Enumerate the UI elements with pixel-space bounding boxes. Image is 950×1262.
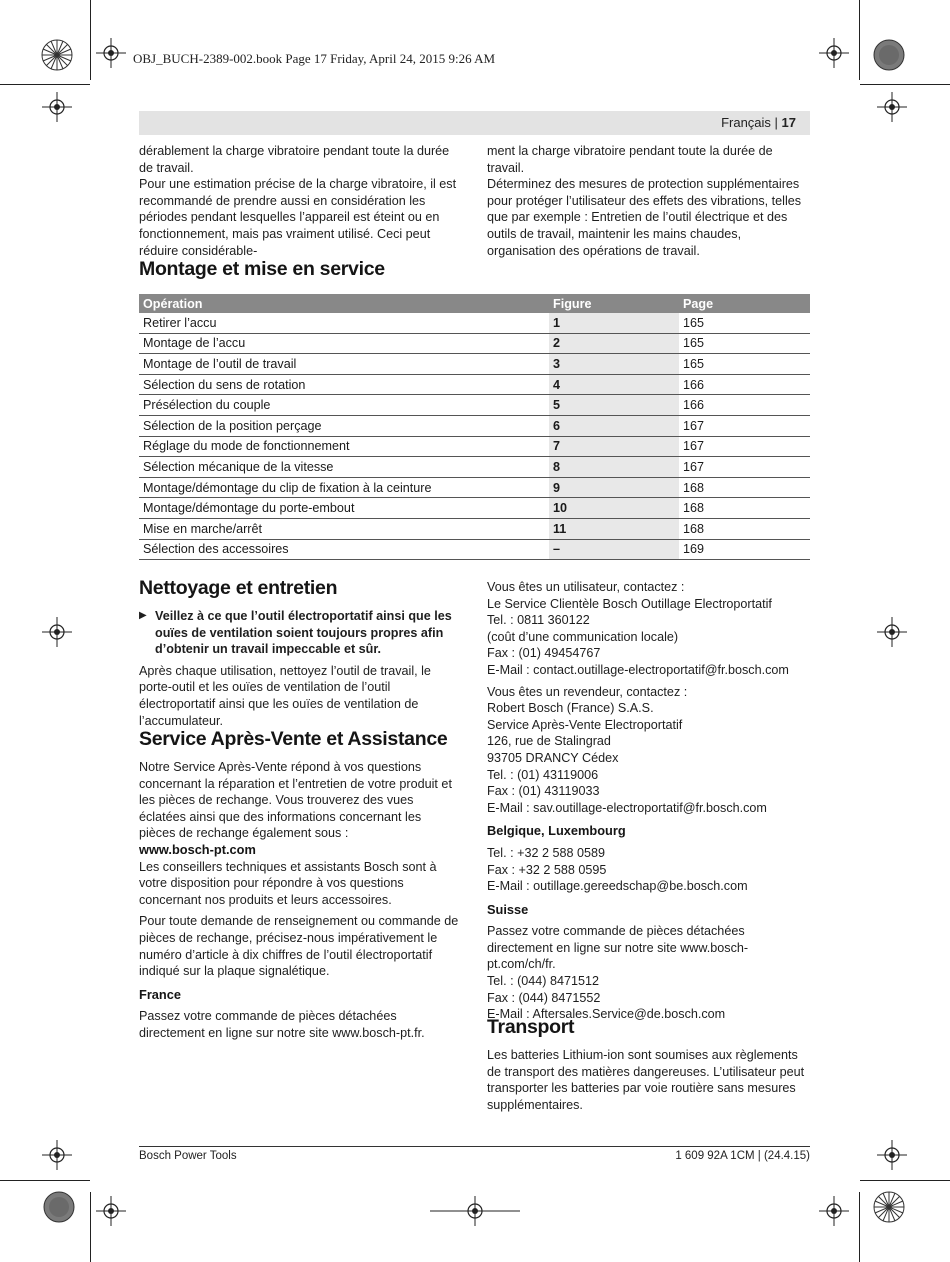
page-cell: 167 xyxy=(679,457,810,478)
contact-line: E-Mail : contact.outillage-electroportatif@fr.bosch.com xyxy=(487,662,789,677)
paragraph: Les conseillers techniques et assistants Bosch sont à votre disposition pour répondre à vos questions concernant nos produits et leurs accessoires. xyxy=(139,859,437,907)
page-number: 17 xyxy=(781,115,796,130)
registration-mark-icon xyxy=(430,1196,520,1226)
registration-mark-icon xyxy=(96,1196,126,1226)
contact-line: Fax : (01) 43119033 xyxy=(487,784,600,799)
figure-cell: 1 xyxy=(549,313,679,333)
operations-table xyxy=(139,294,810,560)
country-heading-france: France xyxy=(139,986,181,1002)
table-row xyxy=(139,477,810,498)
swiss-contact-block xyxy=(487,923,810,1023)
contact-line: Fax : (044) 8471552 xyxy=(487,990,601,1005)
figure-cell: 8 xyxy=(549,457,679,478)
service-section xyxy=(139,759,461,1042)
figure-cell: 9 xyxy=(549,477,679,498)
paragraph: Notre Service Après-Vente répond à vos questions concernant la réparation et l’entretien de votre produit et les pièces de rechange. Vous trouverez des vues éclatées ainsi que des informations concernant les pièces de rechange également sous : xyxy=(139,760,452,841)
figure-cell: 10 xyxy=(549,498,679,519)
paragraph: Après chaque utilisation, nettoyez l’outil de travail, le porte-outil et les ouïes de ventilation de l’outil électroportatif ainsi que les ouïes de ventilation de l’accumulateur. xyxy=(139,663,431,728)
intro-left-column xyxy=(139,143,461,259)
operation-cell: Présélection du couple xyxy=(139,395,549,416)
country-heading-belgium: Belgique, Luxembourg xyxy=(487,823,626,839)
paragraph: dérablement la charge vibratoire pendant toute la durée de travail. xyxy=(139,144,450,175)
contact-line: Fax : (01) 49454767 xyxy=(487,646,601,661)
table-row xyxy=(139,518,810,539)
intro-right-column xyxy=(487,143,810,259)
page-cell: 167 xyxy=(679,415,810,436)
page-cell: 168 xyxy=(679,498,810,519)
section-title-nettoyage: Nettoyage et entretien xyxy=(139,577,338,599)
website-link[interactable]: www.bosch-pt.com xyxy=(139,841,256,857)
header-language: Français xyxy=(721,115,771,130)
page-cell: 165 xyxy=(679,313,810,333)
table-row xyxy=(139,374,810,395)
figure-cell: 3 xyxy=(549,354,679,375)
operation-cell: Mise en marche/arrêt xyxy=(139,518,549,539)
bullet-text: Veillez à ce que l’outil électroportatif ainsi que les ouïes de ventilation soient toujours propres afin d’obtenir un travail impeccable et sûr. xyxy=(155,609,452,657)
page-cell: 166 xyxy=(679,374,810,395)
bullet-triangle-icon: ▶ xyxy=(139,610,147,621)
starburst-target-icon xyxy=(41,39,73,71)
figure-cell: 4 xyxy=(549,374,679,395)
page-cell: 167 xyxy=(679,436,810,457)
operation-cell: Sélection de la position perçage xyxy=(139,415,549,436)
transport-section xyxy=(487,1047,810,1113)
grey-dot-target-icon xyxy=(43,1191,75,1223)
paragraph: Les batteries Lithium-ion sont soumises aux règlements de transport des matières dangereuses. L’utilisateur peut transporter les batteries par voie routière sans mesures supplémentaires. xyxy=(487,1048,805,1112)
page-cell: 165 xyxy=(679,354,810,375)
page-cell: 168 xyxy=(679,518,810,539)
crop-line xyxy=(90,1192,91,1262)
registration-mark-icon xyxy=(819,38,849,68)
crop-line xyxy=(860,84,950,85)
paragraph: ment la charge vibratoire pendant toute la durée de travail. xyxy=(487,144,773,175)
starburst-target-icon xyxy=(873,1191,905,1223)
footer-code: 1 609 92A 1CM | (24.4.15) xyxy=(675,1150,810,1162)
footer-brand: Bosch Power Tools xyxy=(139,1150,237,1162)
registration-mark-icon xyxy=(877,617,907,647)
page-cell: 165 xyxy=(679,333,810,354)
crop-line xyxy=(0,84,90,85)
operation-cell: Montage de l’outil de travail xyxy=(139,354,549,375)
contact-line: Vous êtes un revendeur, contactez : xyxy=(487,684,688,699)
registration-mark-icon xyxy=(42,92,72,122)
figure-cell: – xyxy=(549,539,679,560)
operation-cell: Sélection des accessoires xyxy=(139,539,549,560)
table-row xyxy=(139,313,810,333)
contact-line: Tel. : 0811 360122 xyxy=(487,613,590,628)
contact-line: 126, rue de Stalingrad xyxy=(487,734,611,749)
contact-line: Vous êtes un utilisateur, contactez : xyxy=(487,580,685,594)
contacts-column xyxy=(487,579,810,1023)
page-header: Français | 17 xyxy=(139,111,810,135)
belgium-contact-block xyxy=(487,845,810,895)
registration-mark-icon xyxy=(96,38,126,68)
footer-divider xyxy=(139,1146,810,1147)
table-row xyxy=(139,333,810,354)
figure-cell: 7 xyxy=(549,436,679,457)
operation-cell: Montage/démontage du porte-embout xyxy=(139,498,549,519)
operation-cell: Sélection mécanique de la vitesse xyxy=(139,457,549,478)
table-row xyxy=(139,436,810,457)
figure-cell: 2 xyxy=(549,333,679,354)
contact-line: (coût d’une communication locale) xyxy=(487,629,679,644)
paragraph: Déterminez des mesures de protection supplémentaires pour protéger l’utilisateur des effets des vibrations, telles que par exemple : Entretien de l’outil électrique et des outils de travail, maintenir les mains chaudes, organisation des opérations de travail. xyxy=(487,177,802,258)
crop-line xyxy=(860,1180,950,1181)
country-heading-swiss: Suisse xyxy=(487,901,529,917)
contact-line: Service Après-Vente Electroportatif xyxy=(487,717,683,732)
contact-line: Le Service Clientèle Bosch Outillage Electroportatif xyxy=(487,596,772,611)
contact-line: E-Mail : Aftersales.Service@de.bosch.com xyxy=(487,1007,726,1022)
contact-line: Tel. : (01) 43119006 xyxy=(487,767,599,782)
section-title-service: Service Après-Vente et Assistance xyxy=(139,728,448,750)
table-row xyxy=(139,415,810,436)
registration-mark-icon xyxy=(42,617,72,647)
paragraph: Pour toute demande de renseignement ou commande de pièces de rechange, précisez-nous impérativement le numéro d’article à dix chiffres de l’outil électroportatif indiqué sur la plaque signalétique. xyxy=(139,914,459,979)
operations-table-body xyxy=(139,313,810,560)
paragraph: Pour une estimation précise de la charge vibratoire, il est recommandé de prendre aussi en considération les périodes pendant lesquelles l’appareil est éteint ou en fonctionnement, mais pas vraiment utilisé. Ceci peut réduire considérable- xyxy=(139,177,457,258)
nettoyage-section xyxy=(139,608,461,729)
contact-line: Fax : +32 2 588 0595 xyxy=(487,862,607,877)
figure-cell: 11 xyxy=(549,518,679,539)
crop-line xyxy=(0,1180,90,1181)
column-header-operation: Opération xyxy=(139,294,549,313)
figure-cell: 5 xyxy=(549,395,679,416)
table-header-row xyxy=(139,294,810,313)
safety-bullet xyxy=(139,608,461,658)
crop-line xyxy=(859,0,860,80)
operation-cell: Montage/démontage du clip de fixation à la ceinture xyxy=(139,477,549,498)
book-info-line: OBJ_BUCH-2389-002.book Page 17 Friday, April 24, 2015 9:26 AM xyxy=(133,51,496,66)
contact-line: Tel. : (044) 8471512 xyxy=(487,974,600,989)
registration-mark-icon xyxy=(877,1140,907,1170)
contact-line: E-Mail : outillage.gereedschap@be.bosch.com xyxy=(487,879,748,894)
crop-line xyxy=(90,0,91,80)
page-cell: 169 xyxy=(679,539,810,560)
contact-line: Robert Bosch (France) S.A.S. xyxy=(487,701,654,716)
column-header-page: Page xyxy=(679,294,810,313)
table-row xyxy=(139,498,810,519)
contact-line: Tel. : +32 2 588 0589 xyxy=(487,845,605,860)
user-contact-block xyxy=(487,579,810,679)
paragraph: Passez votre commande de pièces détachées directement en ligne sur notre site www.bosch-pt.fr. xyxy=(139,1009,425,1040)
contact-line: E-Mail : sav.outillage-electroportatif@fr.bosch.com xyxy=(487,800,767,815)
operation-cell: Montage de l’accu xyxy=(139,333,549,354)
page-cell: 168 xyxy=(679,477,810,498)
column-header-figure: Figure xyxy=(549,294,679,313)
registration-mark-icon xyxy=(877,92,907,122)
dealer-contact-block xyxy=(487,684,810,817)
table-row xyxy=(139,395,810,416)
figure-cell: 6 xyxy=(549,415,679,436)
registration-mark-icon xyxy=(42,1140,72,1170)
contact-line: 93705 DRANCY Cédex xyxy=(487,750,619,765)
table-row xyxy=(139,354,810,375)
contact-line: Passez votre commande de pièces détachées directement en ligne sur notre site www.bosch-pt.com/ch/fr. xyxy=(487,924,749,972)
table-row xyxy=(139,539,810,560)
operation-cell: Réglage du mode de fonctionnement xyxy=(139,436,549,457)
operation-cell: Sélection du sens de rotation xyxy=(139,374,549,395)
page-cell: 166 xyxy=(679,395,810,416)
registration-mark-icon xyxy=(819,1196,849,1226)
grey-dot-target-icon xyxy=(873,39,905,71)
section-title-transport: Transport xyxy=(487,1016,575,1038)
section-title-montage: Montage et mise en service xyxy=(139,258,385,280)
table-row xyxy=(139,457,810,478)
operation-cell: Retirer l’accu xyxy=(139,313,549,333)
crop-line xyxy=(859,1192,860,1262)
